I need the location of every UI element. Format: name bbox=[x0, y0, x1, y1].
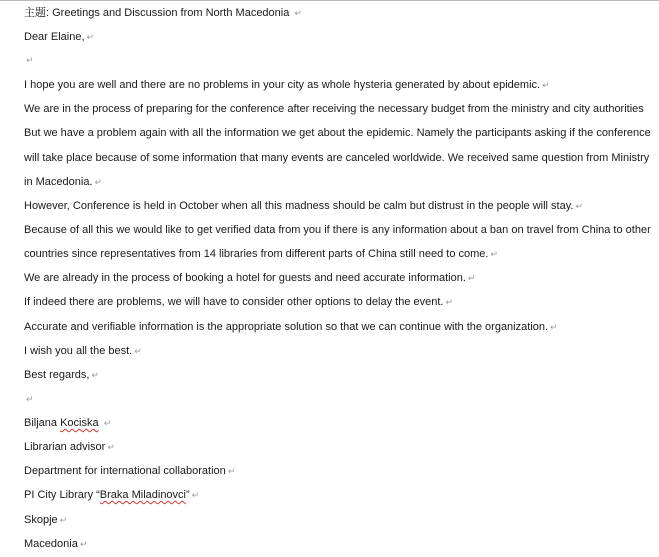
body-paragraph bbox=[24, 222, 651, 238]
body-text: Because of all this we would like to get verified data from you if there is any information about a ban on travel from China to other bbox=[24, 224, 651, 236]
paragraph-mark-icon: ↵ bbox=[107, 442, 115, 452]
paragraph-mark-icon: ↵ bbox=[490, 249, 499, 259]
body-text: We are in the process of preparing for the conference after receiving the necessary budget from the ministry and city authorities bbox=[24, 103, 644, 115]
body-text: Accurate and verifiable information is the appropriate solution so that we can continue with the organization. bbox=[24, 321, 549, 333]
body-text: But we have a problem again with all the information we get about the epidemic. Namely the participants asking if the conference bbox=[24, 127, 651, 139]
salutation bbox=[24, 29, 94, 45]
signature-org-name: Braka Miladinovci bbox=[99, 489, 186, 501]
body-text: I hope you are well and there are no problems in your city as whole hysteria generated by about epidemic. bbox=[24, 79, 541, 91]
salutation-text: Dear Elaine, bbox=[24, 31, 85, 43]
paragraph-mark-icon: ↵ bbox=[445, 297, 454, 307]
paragraph-mark-icon: ↵ bbox=[94, 177, 103, 187]
signature-org-suffix: ” bbox=[186, 489, 190, 501]
signature-first-name: Biljana bbox=[24, 417, 58, 429]
signature-name bbox=[24, 415, 111, 431]
signature-organization bbox=[24, 487, 199, 503]
body-text: We are already in the process of booking a hotel for guests and need accurate information. bbox=[24, 272, 466, 284]
paragraph-mark-icon: ↵ bbox=[26, 55, 34, 65]
body-paragraph bbox=[24, 150, 649, 166]
paragraph-mark-icon: ↵ bbox=[191, 490, 200, 500]
paragraph-mark-icon: ↵ bbox=[26, 394, 34, 404]
body-paragraph bbox=[24, 101, 644, 117]
body-text: If indeed there are problems, we will have to consider other options to delay the event. bbox=[24, 296, 444, 308]
paragraph-mark-icon: ↵ bbox=[134, 346, 142, 356]
body-paragraph bbox=[24, 198, 583, 214]
signature-department-text: Department for international collaboration bbox=[24, 465, 226, 477]
body-text: However, Conference is held in October when all this madness should be calm but distrust in the people will stay. bbox=[24, 200, 574, 212]
empty-paragraph bbox=[24, 391, 34, 407]
paragraph-mark-icon: ↵ bbox=[59, 515, 68, 525]
body-paragraph bbox=[24, 319, 558, 335]
empty-paragraph bbox=[24, 52, 34, 68]
signature-city bbox=[24, 512, 67, 528]
paragraph-mark-icon: ↵ bbox=[550, 322, 558, 332]
paragraph-mark-icon: ↵ bbox=[86, 32, 95, 42]
signature-country-text: Macedonia bbox=[24, 538, 78, 550]
signature-last-name: Kociska bbox=[60, 417, 99, 429]
body-paragraph bbox=[24, 343, 142, 359]
subject-text: Greetings and Discussion from North Macedonia bbox=[52, 7, 290, 19]
body-paragraph bbox=[24, 246, 498, 262]
body-paragraph bbox=[24, 270, 475, 286]
subject-line bbox=[24, 5, 302, 21]
signature-title bbox=[24, 439, 115, 455]
paragraph-mark-icon: ↵ bbox=[467, 273, 476, 283]
body-paragraph bbox=[24, 294, 453, 310]
signature-title-text: Librarian advisor bbox=[24, 441, 106, 453]
paragraph-mark-icon: ↵ bbox=[575, 201, 584, 211]
body-text: I wish you all the best. bbox=[24, 345, 133, 357]
paragraph-mark-icon: ↵ bbox=[103, 418, 112, 428]
subject-prefix: 主题: bbox=[24, 7, 50, 19]
body-paragraph bbox=[24, 77, 550, 93]
signature-org-prefix: PI City Library “ bbox=[24, 489, 100, 501]
body-text: countries since representatives from 14 libraries from different parts of China still need to come. bbox=[24, 248, 489, 260]
body-text: will take place because of some information that many events are canceled worldwide. We received same question from Ministry bbox=[24, 152, 650, 164]
paragraph-mark-icon: ↵ bbox=[542, 80, 550, 90]
signature-department bbox=[24, 463, 235, 479]
closing bbox=[24, 367, 99, 383]
signature-country bbox=[24, 536, 87, 552]
body-text: in Macedonia. bbox=[24, 176, 93, 188]
closing-text: Best regards, bbox=[24, 369, 90, 381]
body-paragraph bbox=[24, 174, 102, 190]
signature-city-text: Skopje bbox=[24, 514, 58, 526]
paragraph-mark-icon: ↵ bbox=[79, 539, 88, 549]
paragraph-mark-icon: ↵ bbox=[227, 466, 236, 476]
paragraph-mark-icon: ↵ bbox=[294, 8, 302, 18]
body-paragraph bbox=[24, 125, 651, 141]
paragraph-mark-icon: ↵ bbox=[91, 370, 99, 380]
